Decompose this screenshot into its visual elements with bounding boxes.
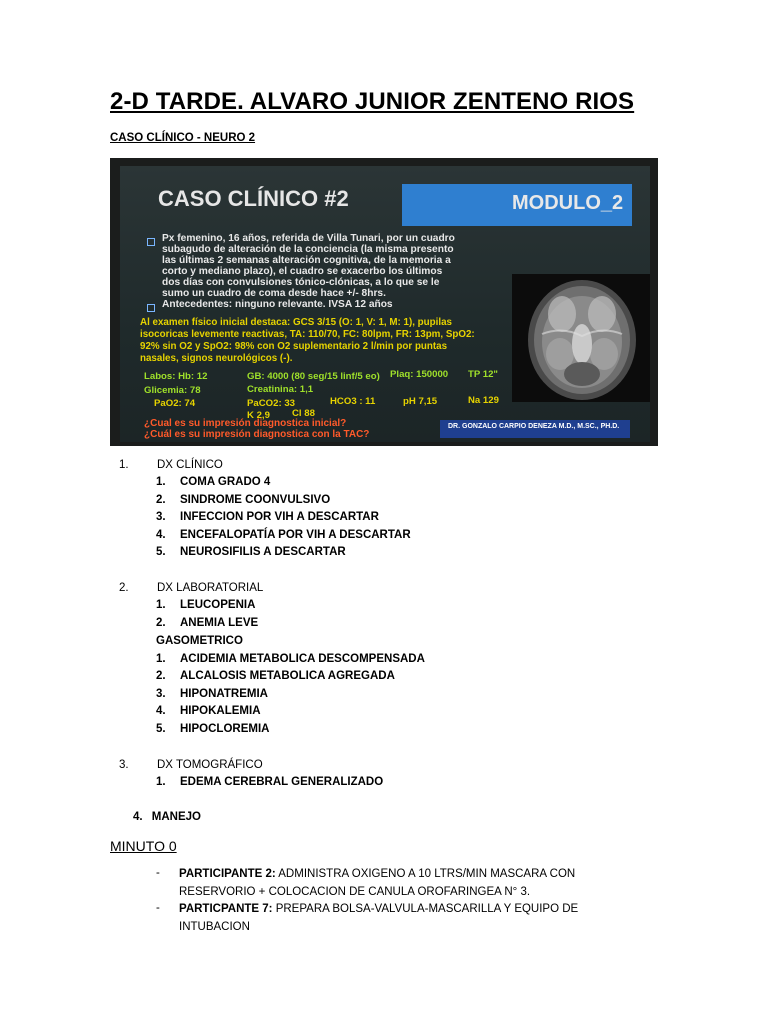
participant-entry xyxy=(179,866,609,901)
slide-question: ¿Cuál es su impresión diagnostica con la TAC? xyxy=(144,429,370,440)
participant-entry xyxy=(179,901,609,936)
section-label: DX TOMOGRÁFICO xyxy=(157,759,263,771)
participant-action: ADMINISTRA OXIGENO A 10 LTRS/MIN MASCARA CON RESERVORIO + COLOCACION DE CANULA OROFARINGEA N° 3. xyxy=(179,868,576,898)
item-label: SINDROME COONVULSIVO xyxy=(180,494,331,506)
slide-lab-na: Na 129 xyxy=(468,395,499,406)
slide-module-banner xyxy=(402,184,632,226)
slide-case-line: las últimas 2 semanas alteración cognitiva, de la memoria a xyxy=(162,255,451,266)
section-number: 1. xyxy=(119,459,129,471)
slide-lab-k: K 2,9 xyxy=(247,410,270,421)
slide-author: DR. GONZALO CARPIO DENEZA M.D., M.SC., PH.D. xyxy=(448,423,620,430)
item-label: ENCEFALOPATÍA POR VIH A DESCARTAR xyxy=(180,529,411,541)
item-number: 2. xyxy=(156,494,166,506)
participant-action: PREPARA BOLSA-VALVULA-MASCARILLA Y EQUIPO DE INTUBACION xyxy=(179,903,579,933)
subheading-gasometrico: GASOMETRICO xyxy=(156,635,243,647)
slide-question: ¿Cual es su impresión diagnostica inicial? xyxy=(144,418,347,429)
item-number: 1. xyxy=(156,599,166,611)
slide-bullet-icon xyxy=(147,238,155,246)
slide-exam-line: nasales, signos neurológicos (-). xyxy=(140,353,293,364)
slide-case-line: dos días con convulsiones tónico-clónicas, a lo que se le xyxy=(162,277,440,288)
slide-exam-line: Al examen físico inicial destaca: GCS 3/15 (O: 1, V: 1, M: 1), pupilas xyxy=(140,317,452,328)
slide-lab-hco3: HCO3 : 11 xyxy=(330,396,376,407)
item-label: NEUROSIFILIS A DESCARTAR xyxy=(180,546,346,558)
slide-lab-tp: TP 12" xyxy=(468,369,498,380)
slide-lab-creatinina: Creatinina: 1,1 xyxy=(247,384,314,395)
item-label: HIPOKALEMIA xyxy=(180,705,261,717)
case-slide-image xyxy=(110,158,658,446)
item-number: 5. xyxy=(156,723,166,735)
slide-author-banner xyxy=(440,420,630,438)
item-number: 4. xyxy=(156,705,166,717)
item-number: 1. xyxy=(156,476,166,488)
slide-antecedentes: Antecedentes: ninguno relevante. IVSA 12 años xyxy=(162,299,393,310)
section-label: DX CLÍNICO xyxy=(157,459,223,471)
item-label: HIPONATREMIA xyxy=(180,688,268,700)
item-number: 4. xyxy=(156,529,166,541)
item-number: 1. xyxy=(156,653,166,665)
slide-lab-plaq: Plaq: 150000 xyxy=(390,369,449,380)
slide-lab-cl: Cl 88 xyxy=(292,408,315,419)
section-number: 4. xyxy=(133,811,143,823)
item-number: 1. xyxy=(156,776,166,788)
item-number: 3. xyxy=(156,511,166,523)
section-label: DX LABORATORIAL xyxy=(157,582,264,594)
slide-exam-line: 92% sin O2 y SpO2: 98% con O2 suplementario 2 l/min por puntas xyxy=(140,341,448,352)
ct-scan-graphic xyxy=(512,274,650,402)
slide-lab-hb: Labos: Hb: 12 xyxy=(144,371,208,382)
item-label: HIPOCLOREMIA xyxy=(180,723,270,735)
document-subtitle: CASO CLÍNICO - NEURO 2 xyxy=(110,132,256,144)
participant-role: PARTICPANTE 7: xyxy=(179,903,273,915)
slide-panel xyxy=(120,166,650,442)
minute-heading: MINUTO 0 xyxy=(110,838,177,854)
section-label: MANEJO xyxy=(151,811,201,823)
section-number: 2. xyxy=(119,582,129,594)
slide-module-label: MODULO_2 xyxy=(512,192,624,214)
item-number: 3. xyxy=(156,688,166,700)
item-label: LEUCOPENIA xyxy=(180,599,256,611)
ct-scan-image xyxy=(512,274,650,402)
slide-lab-ph: pH 7,15 xyxy=(403,396,438,407)
participant-role: PARTICIPANTE 2: xyxy=(179,868,276,880)
slide-lab-glicemia: Glicemia: 78 xyxy=(144,385,201,396)
slide-heading: CASO CLÍNICO #2 xyxy=(158,186,349,211)
slide-exam-line: isocoricas levemente reactivas, TA: 110/70, FC: 80lpm, FR: 13pm, SpO2: xyxy=(140,329,475,340)
item-label: INFECCION POR VIH A DESCARTAR xyxy=(180,511,379,523)
item-label: EDEMA CEREBRAL GENERALIZADO xyxy=(180,776,384,788)
section-number: 3. xyxy=(119,759,129,771)
slide-case-line: sumo un cuadro de coma desde hace +/- 8hrs. xyxy=(162,288,386,299)
section-manejo xyxy=(133,811,201,823)
slide-case-line: subagudo de alteración de la conciencia (la misma presento xyxy=(162,244,454,255)
document-title: 2-D TARDE. ALVARO JUNIOR ZENTENO RIOS xyxy=(110,88,635,115)
slide-case-line: corto y mediano plazo), el cuadro se exacerbo los últimos xyxy=(162,266,443,277)
dash-bullet: - xyxy=(156,867,160,879)
slide-lab-pao2: PaO2: 74 xyxy=(154,398,196,409)
item-label: ALCALOSIS METABOLICA AGREGADA xyxy=(180,670,395,682)
item-number: 5. xyxy=(156,546,166,558)
dash-bullet: - xyxy=(156,902,160,914)
item-number: 2. xyxy=(156,617,166,629)
item-number: 2. xyxy=(156,670,166,682)
slide-case-line: Px femenino, 16 años, referida de Villa Tunari, por un cuadro xyxy=(162,233,455,244)
item-label: ANEMIA LEVE xyxy=(180,617,259,629)
item-label: ACIDEMIA METABOLICA DESCOMPENSADA xyxy=(180,653,425,665)
item-label: COMA GRADO 4 xyxy=(180,476,271,488)
slide-bullet-icon xyxy=(147,304,155,312)
slide-lab-gb: GB: 4000 (80 seg/15 linf/5 eo) xyxy=(247,371,380,382)
slide-lab-paco2: PaCO2: 33 xyxy=(247,398,295,409)
